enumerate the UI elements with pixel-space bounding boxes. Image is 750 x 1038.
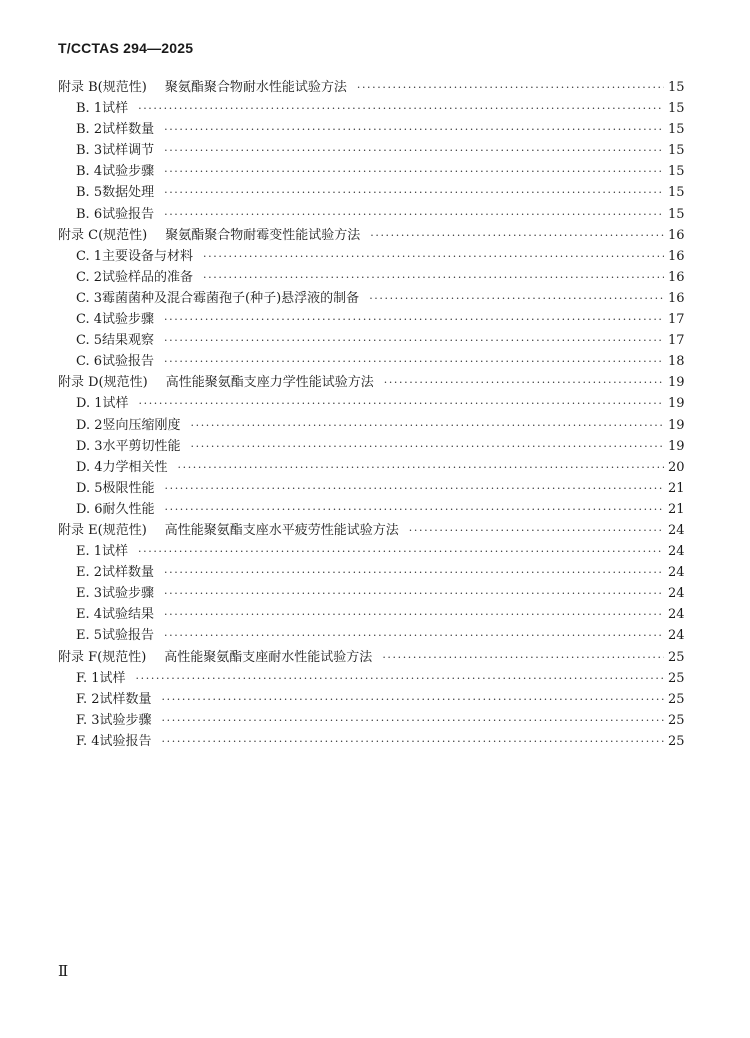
- toc-entry-title: 试验步骤: [102, 312, 155, 328]
- toc-entry-page: 20: [668, 459, 685, 475]
- toc-section-entry[interactable]: [58, 668, 684, 689]
- toc-section-entry[interactable]: [58, 457, 684, 478]
- toc-dot-leader: [164, 119, 664, 140]
- toc-dot-leader: [178, 457, 664, 478]
- toc-entry-number: B. 2: [76, 122, 103, 138]
- toc-section-entry[interactable]: [58, 541, 684, 562]
- toc-entry-title: 试验报告: [99, 733, 152, 749]
- toc-entry-page: 16: [668, 290, 685, 306]
- toc-dot-leader: [162, 710, 664, 731]
- toc-entry-title: 高性能聚氨酯支座力学性能试验方法: [165, 375, 374, 391]
- toc-entry-page: 15: [668, 164, 685, 180]
- toc-dot-leader: [162, 689, 664, 710]
- toc-entry-title: 试验报告: [102, 354, 155, 370]
- toc-section-entry[interactable]: [58, 436, 684, 457]
- toc-appendix-entry[interactable]: [58, 225, 684, 246]
- toc-entry-number: D. 6: [76, 501, 103, 517]
- toc-entry-number: D. 2: [76, 417, 103, 433]
- toc-dot-leader: [164, 309, 664, 330]
- toc-entry-title: 试样数量: [102, 122, 155, 138]
- toc-entry-number: C. 5: [76, 333, 103, 349]
- toc-entry-page: 15: [668, 143, 685, 159]
- toc-dot-leader: [138, 541, 664, 562]
- toc-section-entry[interactable]: [58, 140, 684, 161]
- toc-entry-title: 聚氨酯聚合物耐霉变性能试验方法: [165, 227, 361, 243]
- toc-section-entry[interactable]: [58, 161, 684, 182]
- toc-entry-page: 24: [668, 628, 685, 644]
- toc-entry-title: 试样: [99, 670, 126, 686]
- toc-entry-number: E. 5: [76, 628, 103, 644]
- toc-entry-number: D. 3: [76, 438, 103, 454]
- toc-entry-page: 19: [668, 438, 685, 454]
- toc-entry-number: D. 4: [76, 459, 103, 475]
- toc-entry-number: C. 3: [76, 290, 103, 306]
- toc-entry-number: F. 4: [76, 733, 100, 749]
- toc-entry-page: 15: [668, 206, 685, 222]
- toc-dot-leader: [369, 288, 664, 309]
- toc-entry-page: 24: [668, 607, 685, 623]
- toc-entry-title: 试验结果: [102, 607, 155, 623]
- toc-entry-title: 水平剪切性能: [102, 438, 181, 454]
- toc-section-entry[interactable]: [58, 731, 684, 752]
- toc-entry-number: B. 6: [76, 206, 103, 222]
- toc-entry-title: 试样: [102, 544, 129, 560]
- toc-section-entry[interactable]: [58, 98, 684, 119]
- toc-entry-number: E. 2: [76, 565, 103, 581]
- toc-dot-leader: [162, 731, 664, 752]
- toc-dot-leader: [203, 267, 664, 288]
- toc-entry-page: 25: [668, 691, 685, 707]
- toc-entry-title: 试验步骤: [99, 712, 152, 728]
- toc-dot-leader: [164, 351, 664, 372]
- toc-entry-number: F. 1: [76, 670, 100, 686]
- toc-section-entry[interactable]: [58, 393, 684, 414]
- toc-dot-leader: [139, 393, 664, 414]
- toc-entry-title: 试样调节: [102, 143, 155, 159]
- toc-section-entry[interactable]: [58, 204, 684, 225]
- toc-entry-number: F. 3: [76, 712, 100, 728]
- toc-entry-number: C. 1: [76, 248, 103, 264]
- toc-entry-title: 竖向压缩刚度: [102, 417, 181, 433]
- toc-entry-number: B. 5: [76, 185, 103, 201]
- toc-entry-page: 15: [668, 80, 685, 95]
- toc-entry-page: 15: [668, 101, 685, 117]
- toc-section-entry[interactable]: [58, 182, 684, 203]
- toc-dot-leader: [164, 604, 664, 625]
- toc-entry-title: 试样: [102, 396, 129, 412]
- toc-entry-page: 24: [668, 586, 685, 602]
- toc-section-entry[interactable]: [58, 330, 684, 351]
- toc-entry-title: 耐久性能: [102, 501, 155, 517]
- toc-dot-leader: [357, 77, 664, 98]
- toc-section-entry[interactable]: [58, 119, 684, 140]
- toc-entry-title: 霉菌菌种及混合霉菌孢子(种子)悬浮液的制备: [102, 290, 360, 306]
- toc-entry-number: E. 4: [76, 607, 103, 623]
- toc-dot-leader: [382, 647, 664, 668]
- toc-entry-title: 高性能聚氨酯支座耐水性能试验方法: [164, 649, 373, 665]
- toc-dot-leader: [164, 161, 664, 182]
- toc-section-entry[interactable]: [58, 710, 684, 731]
- toc-appendix-entry[interactable]: [58, 647, 684, 668]
- toc-entry-title: 数据处理: [102, 185, 155, 201]
- toc-entry-page: 19: [668, 396, 685, 412]
- toc-entry-page: 21: [668, 501, 685, 517]
- toc-entry-number: 附录 B(规范性): [58, 80, 147, 95]
- toc-dot-leader: [164, 583, 664, 604]
- toc-entry-page: 17: [668, 312, 685, 328]
- toc-entry-title: 试验报告: [102, 206, 155, 222]
- toc-dot-leader: [165, 478, 664, 499]
- toc-dot-leader: [164, 330, 664, 351]
- toc-entry-page: 15: [668, 185, 685, 201]
- toc-entry-title: 试样数量: [102, 565, 155, 581]
- toc-dot-leader: [164, 562, 664, 583]
- toc-entry-title: 试验报告: [102, 628, 155, 644]
- toc-section-entry[interactable]: [58, 625, 684, 646]
- toc-entry-page: 24: [668, 522, 685, 538]
- toc-entry-page: 17: [668, 333, 685, 349]
- toc-section-entry[interactable]: [58, 583, 684, 604]
- toc-entry-page: 16: [668, 269, 685, 285]
- toc-dot-leader: [409, 520, 664, 541]
- toc-dot-leader: [164, 625, 664, 646]
- toc-dot-leader: [138, 98, 664, 119]
- toc-entry-title: 试验步骤: [102, 164, 155, 180]
- toc-entry-page: 25: [668, 712, 685, 728]
- toc-appendix-entry[interactable]: [58, 520, 684, 541]
- table-of-contents: [58, 77, 684, 752]
- toc-section-entry[interactable]: [58, 478, 684, 499]
- toc-entry-number: E. 1: [76, 544, 103, 560]
- toc-entry-title: 试验样品的准备: [102, 269, 194, 285]
- toc-section-entry[interactable]: [58, 689, 684, 710]
- toc-section-entry[interactable]: [58, 246, 684, 267]
- toc-dot-leader: [164, 204, 664, 225]
- page-number-footer: Ⅱ: [58, 962, 69, 980]
- toc-entry-page: 16: [668, 227, 685, 243]
- toc-entry-number: 附录 F(规范性): [58, 649, 147, 665]
- toc-dot-leader: [164, 182, 664, 203]
- toc-entry-title: 聚氨酯聚合物耐水性能试验方法: [164, 80, 347, 95]
- toc-entry-title: 力学相关性: [102, 459, 168, 475]
- toc-dot-leader: [165, 499, 664, 520]
- toc-dot-leader: [164, 140, 664, 161]
- toc-entry-title: 极限性能: [102, 480, 155, 496]
- toc-section-entry[interactable]: [58, 562, 684, 583]
- toc-entry-page: 18: [668, 354, 685, 370]
- toc-entry-page: 19: [668, 375, 685, 391]
- toc-section-entry[interactable]: [58, 604, 684, 625]
- toc-entry-number: B. 4: [76, 164, 103, 180]
- toc-dot-leader: [191, 436, 664, 457]
- toc-section-entry[interactable]: [58, 499, 684, 520]
- toc-entry-page: 24: [668, 544, 685, 560]
- toc-section-entry[interactable]: [58, 351, 684, 372]
- toc-entry-number: 附录 D(规范性): [58, 375, 148, 391]
- toc-section-entry[interactable]: [58, 267, 684, 288]
- toc-section-entry[interactable]: [58, 288, 684, 309]
- toc-entry-number: C. 2: [76, 269, 103, 285]
- toc-entry-page: 24: [668, 565, 685, 581]
- toc-entry-number: B. 3: [76, 143, 103, 159]
- toc-dot-leader: [191, 415, 664, 436]
- toc-entry-page: 15: [668, 122, 685, 138]
- toc-entry-page: 25: [668, 649, 685, 665]
- toc-entry-page: 16: [668, 248, 685, 264]
- toc-entry-title: 结果观察: [102, 333, 155, 349]
- toc-appendix-entry[interactable]: [58, 372, 684, 393]
- toc-entry-title: 试样: [102, 101, 129, 117]
- toc-entry-number: 附录 E(规范性): [58, 522, 147, 538]
- toc-entry-number: 附录 C(规范性): [58, 227, 148, 243]
- toc-entry-number: D. 5: [76, 480, 103, 496]
- toc-section-entry[interactable]: [58, 309, 684, 330]
- toc-entry-page: 21: [668, 480, 685, 496]
- toc-appendix-entry[interactable]: [58, 77, 684, 98]
- toc-dot-leader: [370, 225, 664, 246]
- toc-entry-page: 25: [668, 670, 685, 686]
- toc-entry-page: 19: [668, 417, 685, 433]
- toc-entry-page: 25: [668, 733, 685, 749]
- document-id-header: T/CCTAS 294—2025: [58, 40, 194, 56]
- toc-entry-number: C. 4: [76, 312, 103, 328]
- toc-entry-title: 高性能聚氨酯支座水平疲劳性能试验方法: [164, 522, 399, 538]
- toc-entry-number: C. 6: [76, 354, 103, 370]
- toc-dot-leader: [203, 246, 664, 267]
- toc-dot-leader: [384, 372, 664, 393]
- toc-entry-title: 试样数量: [99, 691, 152, 707]
- toc-entry-title: 主要设备与材料: [102, 248, 194, 264]
- toc-dot-leader: [136, 668, 664, 689]
- toc-entry-number: E. 3: [76, 586, 103, 602]
- toc-entry-number: B. 1: [76, 101, 103, 117]
- toc-entry-number: F. 2: [76, 691, 100, 707]
- toc-entry-number: D. 1: [76, 396, 103, 412]
- toc-section-entry[interactable]: [58, 415, 684, 436]
- toc-entry-title: 试验步骤: [102, 586, 155, 602]
